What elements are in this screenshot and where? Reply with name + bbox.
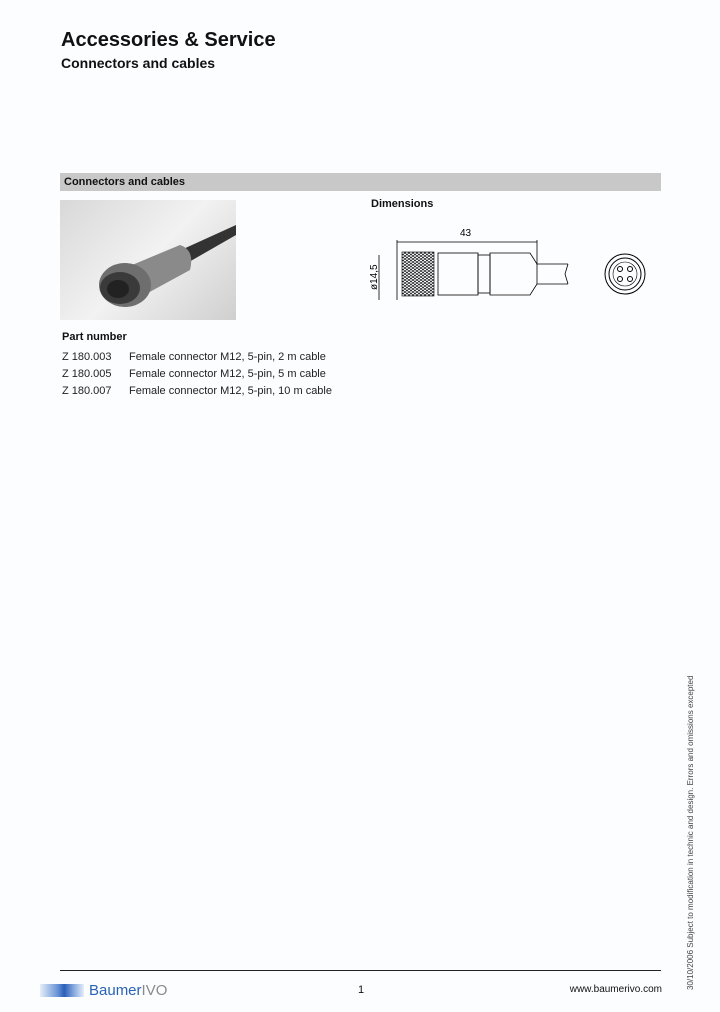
section-title: Connectors and cables [64, 176, 186, 188]
part-row [62, 385, 332, 397]
logo-brand: Baumer [89, 982, 142, 999]
part-number: Z 180.005 [62, 368, 112, 380]
logo-gradient [40, 984, 84, 997]
part-row [62, 368, 326, 380]
part-number: Z 180.007 [62, 385, 112, 397]
website-link[interactable]: www.baumerivo.com [569, 984, 662, 995]
page-title: Accessories & Service [61, 29, 276, 51]
logo-brand-suffix: IVO [141, 982, 168, 999]
length-dimension: 43 [460, 228, 472, 239]
baumer-logo [40, 982, 167, 999]
part-number-heading: Part number [62, 331, 127, 343]
section-bar [60, 173, 661, 191]
footer-divider [60, 970, 661, 971]
page-number: 1 [358, 984, 365, 996]
part-description: Female connector M12, 5-pin, 5 m cable [129, 368, 326, 380]
part-description: Female connector M12, 5-pin, 2 m cable [129, 351, 326, 363]
diameter-dimension: ø14,5 [369, 264, 380, 290]
connector-photo [60, 200, 236, 320]
part-row [62, 351, 326, 363]
part-description: Female connector M12, 5-pin, 10 m cable [129, 385, 332, 397]
disclaimer: 30/10/2006 Subject to modification in technic and design. Errors and omissions excepted [686, 675, 695, 990]
page-subtitle: Connectors and cables [61, 55, 216, 71]
dimensions-label: Dimensions [371, 198, 434, 210]
part-number: Z 180.003 [62, 351, 112, 363]
dimension-drawing [365, 220, 665, 310]
